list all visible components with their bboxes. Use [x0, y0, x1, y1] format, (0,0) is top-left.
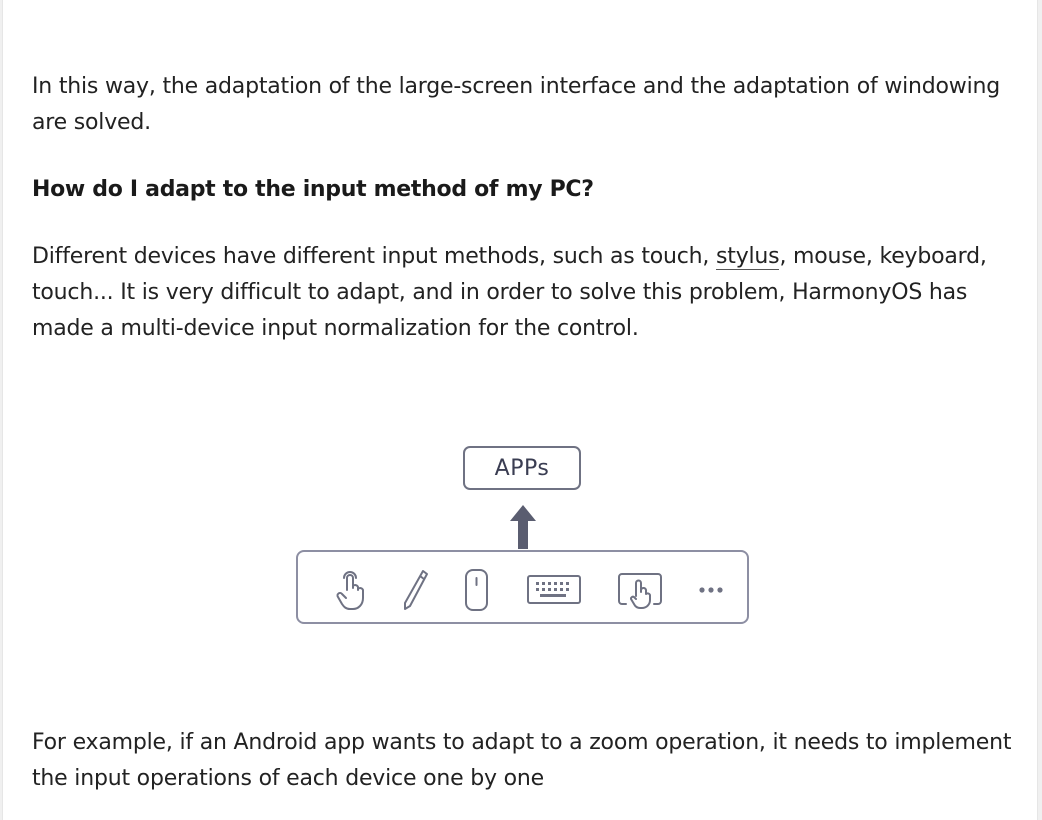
stylus-link[interactable]: stylus [716, 244, 780, 269]
section-heading: How do I adapt to the input method of my PC? [32, 177, 594, 202]
touchpad-icon [616, 568, 666, 612]
body-text-end: , mouse, keyboard, touch... It is very difficult to adapt, and in order to solve this problem, HarmonyOS has made a multi-device input normalization for the control. [32, 244, 987, 341]
touch-icon [334, 568, 368, 612]
up-arrow-icon [508, 504, 538, 550]
intro-paragraph: In this way, the adaptation of the large-screen interface and the adaptation of windowing are solved. [32, 74, 1001, 135]
body-paragraph [32, 239, 1017, 347]
mouse-icon [464, 568, 490, 612]
apps-box: APPs [463, 446, 581, 490]
example-paragraph: For example, if an Android app wants to adapt to a zoom operation, it needs to implement the input operations of each device one by one [32, 730, 1012, 791]
input-methods-bar [296, 550, 749, 624]
keyboard-icon [526, 568, 582, 612]
stylus-icon [401, 568, 431, 612]
input-normalization-diagram [293, 444, 753, 628]
more-icon [696, 568, 726, 612]
document-page [2, 0, 1038, 820]
body-text-start: Different devices have different input methods, such as touch, [32, 244, 717, 269]
